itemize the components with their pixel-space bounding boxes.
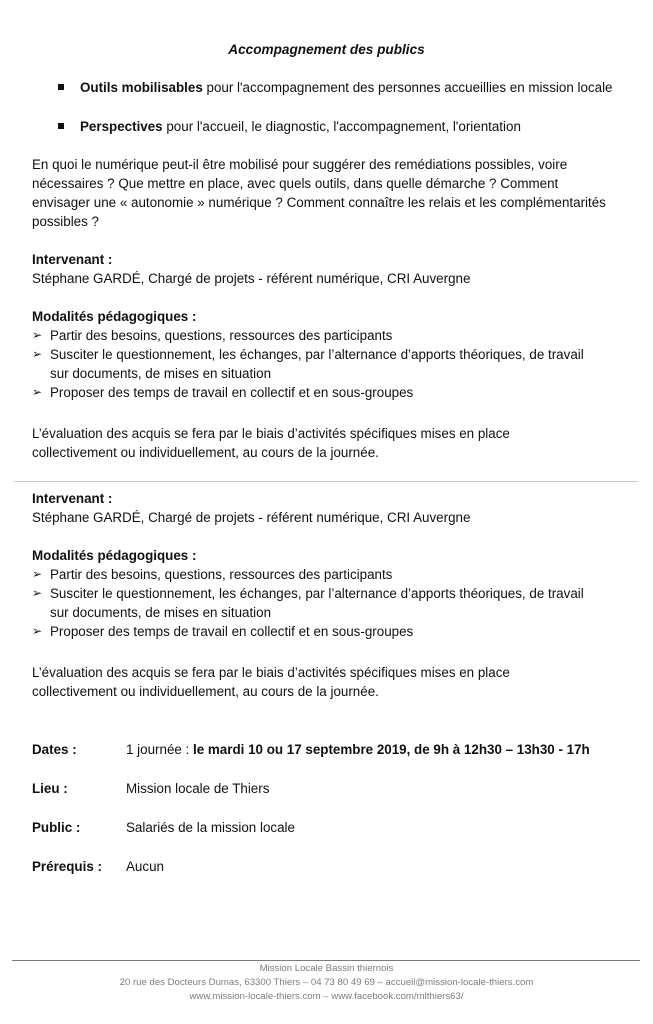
square-bullet-icon: [58, 84, 64, 90]
document-title: Accompagnement des publics: [228, 42, 425, 57]
arrow-bullet-icon: ➢: [32, 586, 43, 600]
section-divider: [14, 481, 638, 482]
evaluation-paragraph: L’évaluation des acquis se fera par le biais d’activités spécifiques mises en place collectivement ou individuellement, au cours de la journée.: [32, 426, 510, 460]
lieu-value: Mission locale de Thiers: [126, 781, 270, 796]
arrow-bullet-icon: ➢: [32, 328, 43, 342]
dates-value: 1 journée :: [126, 742, 193, 757]
footer-web-links: www.mission-locale-thiers.com – www.facebook.com/mlthiers63/: [189, 991, 464, 1002]
list-item: ➢ Susciter le questionnement, les échanges, par l’alternance d’apports théoriques, de travail sur documents, de mises en situation: [32, 347, 584, 381]
footer-organisation: Mission Locale Bassin thiernois: [259, 963, 394, 974]
list-item: ➢ Susciter le questionnement, les échanges, par l’alternance d’apports théoriques, de travail sur documents, de mises en situation: [32, 586, 584, 620]
bullet-bold: Perspectives: [80, 119, 163, 134]
list-item: ➢ Partir des besoins, questions, ressources des participants: [32, 567, 393, 582]
intervenant-label: Intervenant :: [32, 491, 113, 506]
modalites-section-2: [32, 546, 622, 641]
public-value: Salariés de la mission locale: [126, 820, 295, 835]
bullet-bold: Outils mobilisables: [80, 80, 203, 95]
public-label: Public :: [32, 820, 81, 835]
list-item: ➢ Partir des besoins, questions, ressources des participants: [32, 328, 393, 343]
arrow-bullet-icon: ➢: [32, 385, 43, 399]
evaluation-paragraph: L’évaluation des acquis se fera par le biais d’activités spécifiques mises en place collectivement ou individuellement, au cours de la journée.: [32, 665, 510, 699]
arrow-bullet-icon: ➢: [32, 347, 43, 361]
footer-address: 20 rue des Docteurs Dumas, 63300 Thiers – 04 73 80 49 69 – accueil@mission-locale-thiers.com: [119, 977, 534, 988]
modalites-label: Modalités pédagogiques :: [32, 548, 197, 563]
dates-detail: le mardi 10 ou 17 septembre 2019, de 9h à 12h30 – 13h30 - 17h: [193, 742, 590, 757]
bullet-item-perspectives: [58, 117, 626, 136]
list-item: ➢ Proposer des temps de travail en collectif et en sous-groupes: [32, 624, 414, 639]
intervenant-value: Stéphane GARDÉ, Chargé de projets - référent numérique, CRI Auvergne: [32, 510, 471, 525]
modalites-label: Modalités pédagogiques :: [32, 309, 197, 324]
list-item: ➢ Proposer des temps de travail en collectif et en sous-groupes: [32, 385, 414, 400]
intervenant-value: Stéphane GARDÉ, Chargé de projets - référent numérique, CRI Auvergne: [32, 271, 471, 286]
intro-paragraph: En quoi le numérique peut-il être mobilisé pour suggérer des remédiations possibles, voire nécessaires ? Que mettre en place, avec quels outils, dans quelle démarche ? Comment envisager une « autonomie » numérique ? Comment connaître les relais et les complémentarités possibles ?: [32, 157, 606, 229]
bullet-text: pour l'accompagnement des personnes accueillies en mission locale: [202, 80, 613, 95]
arrow-bullet-icon: ➢: [32, 624, 43, 638]
modalites-section-1: [32, 307, 622, 402]
lieu-label: Lieu :: [32, 781, 68, 796]
intervenant-section-2: [32, 489, 622, 527]
intervenant-section-1: [32, 250, 622, 288]
intervenant-label: Intervenant :: [32, 252, 113, 267]
bullet-text: pour l'accueil, le diagnostic, l'accompagnement, l'orientation: [162, 119, 521, 134]
square-bullet-icon: [58, 123, 64, 129]
prerequis-value: Aucun: [126, 859, 164, 874]
dates-label: Dates :: [32, 742, 77, 757]
bullet-item-outils: [58, 78, 626, 97]
footer-divider: [12, 960, 640, 961]
arrow-bullet-icon: ➢: [32, 567, 43, 581]
prerequis-label: Prérequis :: [32, 859, 102, 874]
